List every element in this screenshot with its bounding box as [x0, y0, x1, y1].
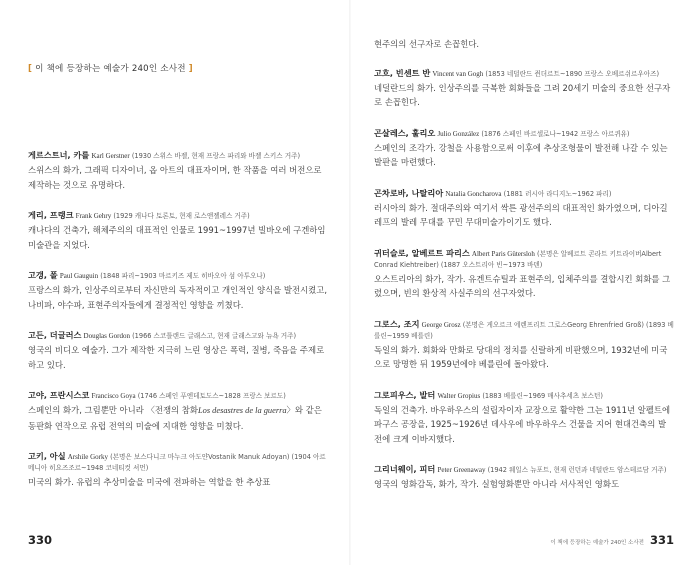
entry-heading	[28, 210, 332, 222]
entry-bio: (1848 파리~1903 마르키즈 제도 히바오아 섬 아투오나)	[100, 272, 266, 280]
entry-description: 영국의 영화감독, 화가, 작가. 실험영화뿐만 아니라 서사적인 영화도	[374, 479, 620, 489]
header-bracket-open: [	[28, 64, 33, 74]
page-number: 330	[28, 533, 53, 547]
dictionary-entry	[28, 150, 332, 192]
entry-latin-name: Natalia Goncharova	[445, 189, 502, 198]
entry-description	[28, 223, 332, 252]
section-header-title: 이 책에 등장하는 예술가 240인 소사전	[35, 64, 186, 74]
entry-latin-name: Francisco Goya	[91, 392, 136, 400]
entry-heading	[28, 390, 332, 402]
dictionary-entry	[28, 210, 332, 252]
entry-heading	[374, 68, 674, 80]
dictionary-entry	[28, 451, 332, 490]
entry-heading	[28, 330, 332, 342]
dictionary-entry	[374, 319, 674, 372]
entry-bio: (1883 베를린~1969 매사추세츠 보스턴)	[482, 391, 603, 400]
entry-bio: (1876 스페인 바르셀로나~1942 프랑스 아르퀴유)	[481, 129, 630, 138]
dictionary-entry	[28, 270, 332, 312]
entry-heading	[374, 248, 674, 271]
entry-bio: (1942 웨일스 뉴포트, 현재 런던과 네덜란드 암스테르담 거주)	[487, 466, 667, 474]
entry-description: 러시아의 화가. 절대주의와 여기서 싹튼 광선주의의 대표적인 화가였으며, 디아길레프의 발레 무대를 꾸민 무대미술가이기도 했다.	[374, 202, 668, 227]
entry-description: 독일의 화가. 회화와 만화로 당대의 정치를 신랄하게 비판했으며, 1932년에 미국으로 망명한 뒤 1959년에야 베를린에 돌아왔다.	[374, 344, 668, 369]
entry-description-text-cont: 〉와 같은 동판화 연작으로 유럽 전역의 미술에 지대한 영향을 미쳤다.	[28, 405, 322, 431]
entry-bio: (본명은 게오르크 에렌프리트 그로스Georg Ehrenfried Groß) (1893 베를린~1959 베를린)	[374, 320, 674, 340]
dictionary-entry	[374, 390, 674, 447]
entry-name: 게르스트너, 카를	[28, 150, 90, 160]
entry-description-text: 프랑스의 화가, 인상주의로부터 자신만의 독자적이고 개인적인 양식을 발전시켰고, 나비파, 야수파, 표현주의자들에게 결정적인 영향을 끼쳤다.	[28, 285, 328, 310]
entry-bio: (본명은 보스다니크 마누크 아도얀Vostanik Manuk Adoyan) (1904 아르메니아 히요즈조르~1948 코네티컷 셔먼)	[28, 453, 326, 472]
entry-description: 독일의 건축가. 바우하우스의 설립자이자 교장으로 활약한 그는 1911년 알펠트에 파구스 공장을, 1925~1926년 데사우에 바우하우스 건물을 지어 현대건축의 발전에 크게 이바지했다.	[374, 404, 671, 444]
entry-name: 고갱, 폴	[28, 270, 58, 280]
entry-heading	[28, 270, 332, 282]
entry-name: 곤살레스, 훌리오	[374, 127, 436, 138]
entry-heading	[28, 150, 332, 162]
entry-name: 그로피우스, 발터	[374, 389, 436, 400]
entry-name: 게리, 프랭크	[28, 210, 74, 220]
continued-text	[374, 37, 674, 52]
entry-latin-name: Douglas Gordon	[83, 332, 130, 340]
dictionary-entry	[374, 464, 674, 492]
entry-latin-name: Karl Gerstner	[91, 152, 130, 160]
page-number: 331	[649, 533, 674, 547]
entry-bio: (1929 캐나다 토론토, 현재 로스앤젤레스 거주)	[113, 212, 250, 220]
entry-description-text: 스위스의 화가, 그래픽 디자이너, 옵 아트의 대표자이며, 한 작품을 여러 버전으로 제작하는 것으로 유명하다.	[28, 165, 322, 190]
entry-latin-name: Vincent van Gogh	[432, 69, 484, 78]
entry-heading	[374, 188, 674, 200]
entry-name: 고든, 더글러스	[28, 330, 82, 340]
entry-heading	[374, 464, 674, 476]
dictionary-entry	[28, 390, 332, 433]
entry-latin-name: Paul Gauguin	[59, 272, 99, 280]
dictionary-entry	[374, 248, 674, 301]
left-entry-list	[28, 150, 332, 508]
entry-bio: (1746 스페인 푸엔데토도스~1828 프랑스 보르도)	[137, 392, 286, 400]
dictionary-entry	[374, 68, 674, 110]
dictionary-entry	[374, 128, 674, 170]
entry-name: 곤차로바, 나탈리아	[374, 187, 444, 198]
right-entry-list	[374, 36, 674, 510]
entry-heading	[28, 451, 332, 474]
entry-description-text: 미국의 화가. 유럽의 추상미술을 미국에 전파하는 역할을 한 추상표	[28, 477, 271, 487]
entry-name: 고흐, 빈센트 반	[374, 67, 431, 78]
entry-description: 스페인의 조각가. 강철을 사용함으로써 이후에 추상조형물이 발전해 나갈 수 있는 발판을 마련했다.	[374, 142, 668, 167]
entry-description	[28, 283, 332, 312]
entry-latin-name: Arshile Gorky	[67, 453, 108, 461]
entry-latin-name: Albert Paris Gütersloh	[471, 249, 535, 258]
entry-bio: (1853 네덜란드 쥔더르트~1890 프랑스 오베르쉬르우아즈)	[485, 69, 660, 78]
entry-latin-name: Julio González	[437, 129, 480, 138]
entry-description	[28, 343, 332, 372]
right-footer	[550, 533, 674, 547]
entry-heading	[374, 319, 674, 342]
section-header	[28, 62, 193, 74]
right-page	[350, 0, 700, 565]
entry-latin-name: Walter Gropius	[437, 391, 481, 400]
entry-name: 그리너웨이, 피터	[374, 464, 436, 474]
dictionary-entry	[374, 188, 674, 230]
entry-heading	[374, 390, 674, 402]
entry-bio: (1966 스코틀랜드 글래스고, 현재 글래스고와 뉴욕 거주)	[132, 332, 297, 340]
entry-description: 네덜란드의 화가. 인상주의를 극복한 회화들을 그려 20세기 미술의 중요한 선구자로 손꼽힌다.	[374, 82, 671, 107]
entry-description-text: 스페인의 화가, 그림뿐만 아니라 〈전쟁의 참화	[28, 405, 198, 415]
entry-description	[28, 403, 332, 433]
entry-name: 고야, 프란시스코	[28, 390, 90, 400]
entry-description	[28, 475, 332, 490]
entry-name: 귀터슬로, 알베르트 파리스	[374, 247, 470, 258]
entry-latin-name: Frank Gehry	[75, 212, 112, 220]
entry-description	[28, 163, 332, 192]
work-title-italic: Los desastres de la guerra	[197, 406, 287, 415]
entry-latin-name: George Grosz	[421, 320, 461, 329]
entry-name: 그로스, 조지	[374, 318, 420, 329]
entry-bio: (1930 스위스 바젤, 현재 프랑스 파리와 바젤 스키스 거주)	[131, 152, 301, 160]
entry-bio: (1881 러시아 라디지노~1962 파리)	[503, 189, 612, 198]
entry-description-text: 영국의 비디오 예술가. 그가 제작한 지극히 느린 영상은 폭력, 질병, 죽음을 주제로 하고 있다.	[28, 345, 325, 370]
running-head: 이 책에 등장하는 예술가 240인 소사전	[550, 540, 644, 546]
entry-bio: (본명은 알베르트 콘라트 키트라이버Albert Conrad Kiehtreiber) (1887 오스트리아 빈~1973 바덴)	[374, 249, 662, 269]
dictionary-entry	[28, 330, 332, 372]
entry-latin-name: Peter Greenaway	[437, 466, 486, 474]
entry-heading	[374, 128, 674, 140]
continuation-text: 현주의의 선구자로 손꼽힌다.	[374, 39, 480, 49]
header-bracket-close: ]	[188, 64, 193, 74]
entry-name: 고키, 아실	[28, 451, 66, 461]
entry-description-text: 캐나다의 건축가, 해체주의의 대표적인 인물로 1991~1997년 빌바오에 구겐하임 미술관을 지었다.	[28, 225, 326, 250]
entry-description: 오스트리아의 화가, 작가. 유겐트슈틸과 표현주의, 입체주의를 결합시킨 회화를 그렸으며, 빈의 환상적 사실주의의 선구자였다.	[374, 273, 671, 298]
